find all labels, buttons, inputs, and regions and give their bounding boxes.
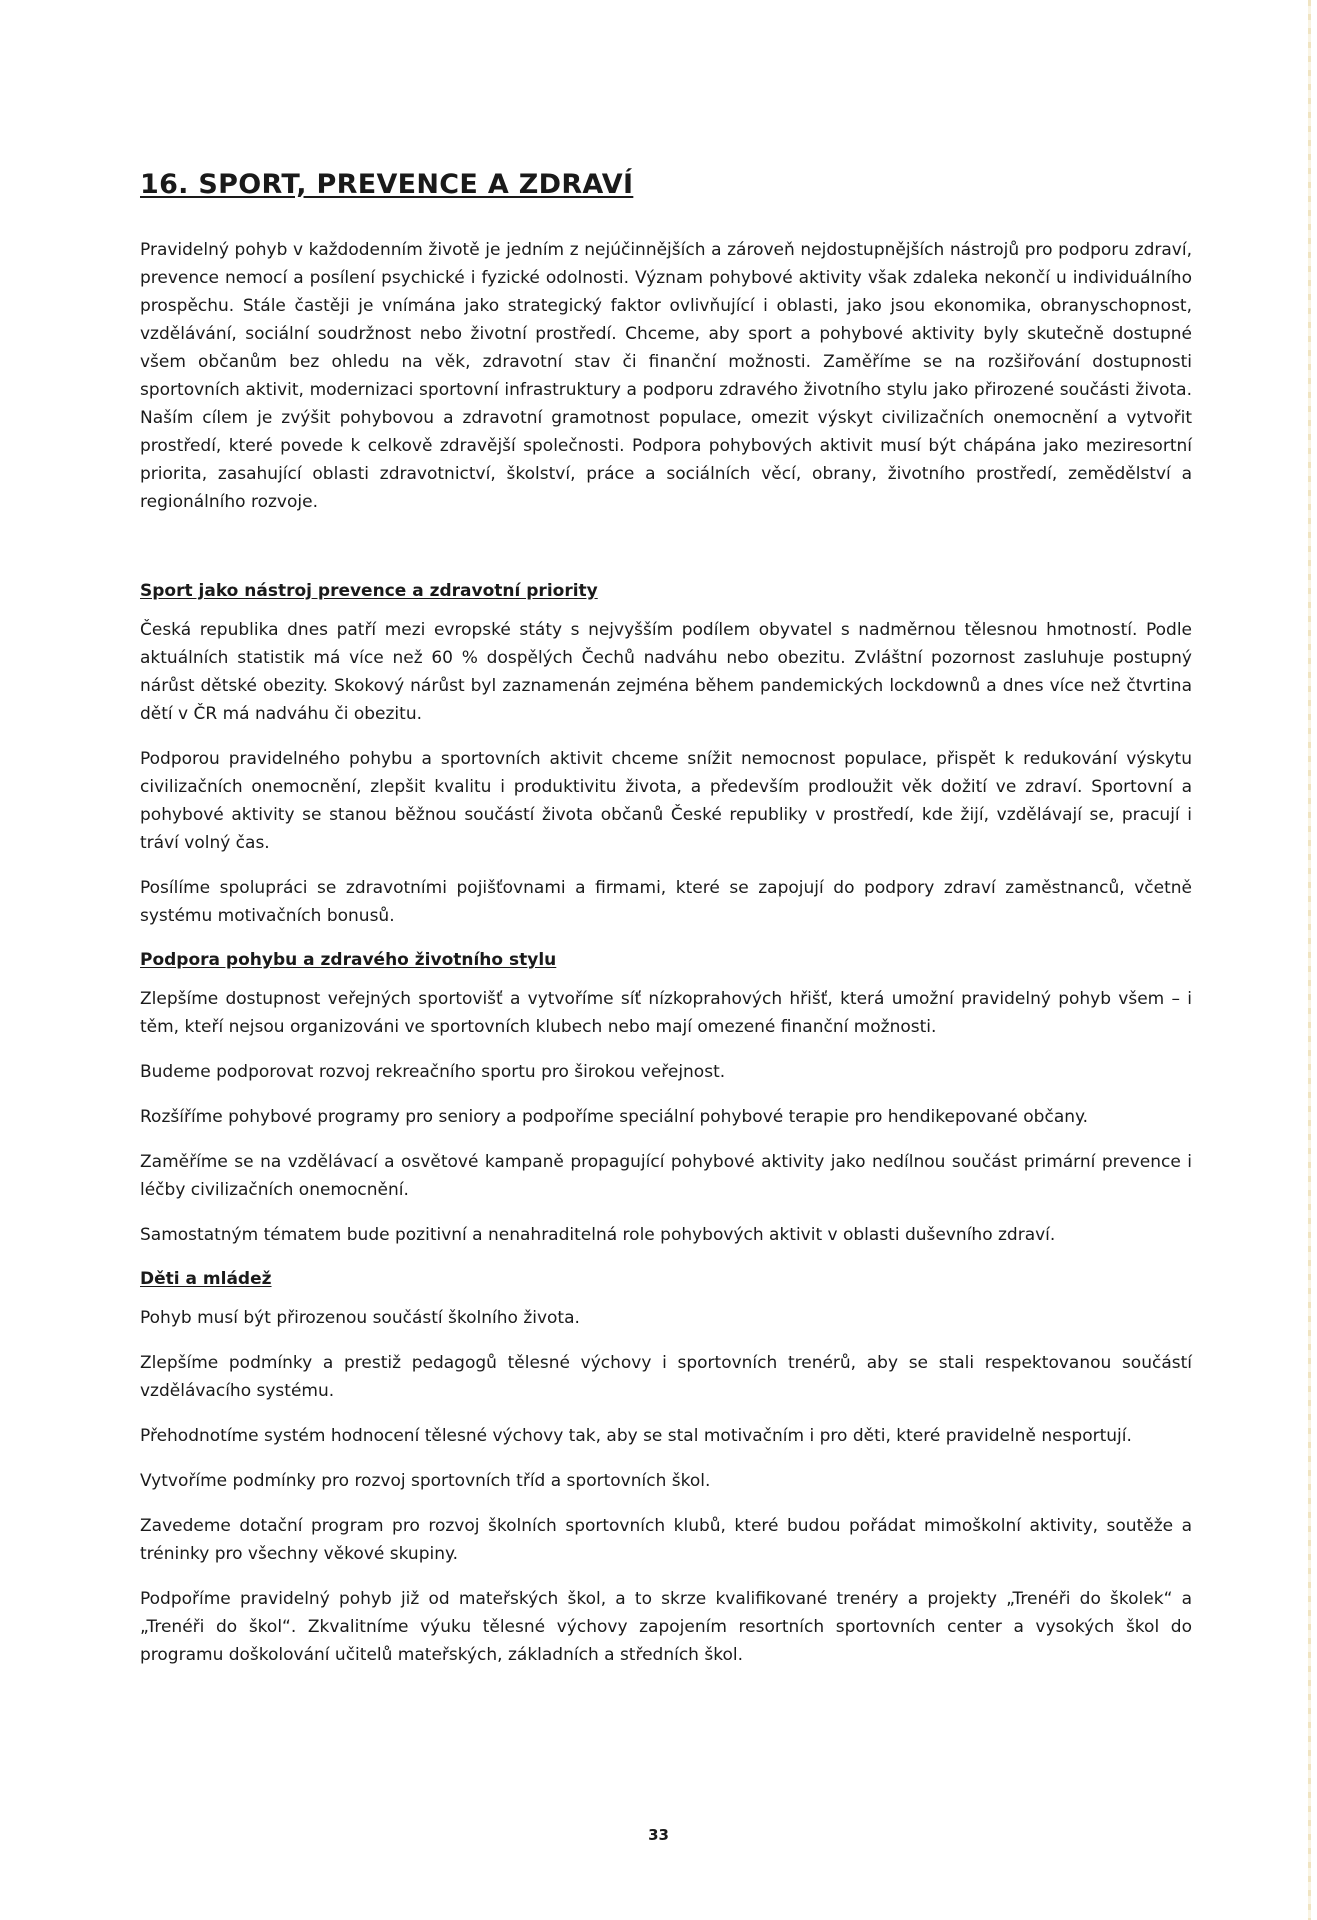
paragraph: Posílíme spolupráci se zdravotními pojišťovnami a firmami, které se zapojují do podpory zdraví zaměstnanců, včetně systému motivačních bonusů. — [140, 877, 1192, 926]
paragraph: Zlepšíme podmínky a prestiž pedagogů tělesné výchovy i sportovních trenérů, aby se stali respektovanou součástí vzdělávacího systému. — [140, 1352, 1192, 1401]
section-title: 16. SPORT, PREVENCE A ZDRAVÍ — [140, 169, 634, 200]
intro-paragraph: Pravidelný pohyb v každodenním životě je jedním z nejúčinnějších a zároveň nejdostupnějších nástrojů pro podporu zdraví, prevence nemocí a posílení psychické i fyzické odolnosti. Význam pohybové aktivity však zdaleka nekončí u individuálního prospěchu. Stále častěji je vnímána jako strategický faktor ovlivňující i oblasti, jako jsou ekonomika, obranyschopnost, vzdělávání, sociální soudržnost nebo životní prostředí. Chceme, aby sport a pohybové aktivity byly skutečně dostupné všem občanům bez ohledu na věk, zdravotní stav či finanční možnosti. Zaměříme se na rozšiřování dostupnosti sportovních aktivit, modernizaci sportovní infrastruktury a podporu zdravého životního stylu jako přirozené součásti života. Naším cílem je zvýšit pohybovou a zdravotní gramotnost populace, omezit výskyt civilizačních onemocnění a vytvořit prostředí, které povede k celkově zdravější společnosti. Podpora pohybových aktivit musí být chápána jako meziresortní priorita, zasahující oblasti zdravotnictví, školství, práce a sociálních věcí, obrany, životního prostředí, zemědělství a regionálního rozvoje. — [140, 239, 1192, 512]
paragraph: Rozšíříme pohybové programy pro seniory a podpoříme speciální pohybové terapie pro hendikepované občany. — [140, 1106, 1089, 1127]
paragraph: Zlepšíme dostupnost veřejných sportovišť a vytvoříme síť nízkoprahových hřišť, která umožní pravidelný pohyb všem – i těm, kteří nejsou organizováni ve sportovních klubech nebo mají omezené finanční možnosti. — [140, 988, 1192, 1037]
page-number: 33 — [648, 1826, 669, 1844]
page-content — [140, 168, 1192, 1686]
paragraph: Česká republika dnes patří mezi evropské státy s nejvyšším podílem obyvatel s nadměrnou tělesnou hmotností. Podle aktuálních statistik má více než 60 % dospělých Čechů nadváhu nebo obezitu. Zvláštní pozornost zasluhuje postupný nárůst dětské obezity. Skokový nárůst byl zaznamenán zejména během pandemických lockdownů a dnes více než čtvrtina dětí v ČR má nadváhu či obezitu. — [140, 619, 1192, 724]
paragraph: Budeme podporovat rozvoj rekreačního sportu pro širokou veřejnost. — [140, 1061, 726, 1082]
scan-edge-artifact — [1308, 0, 1311, 1920]
paragraph: Pohyb musí být přirozenou součástí školního života. — [140, 1307, 580, 1328]
subsection-heading-lifestyle: Podpora pohybu a zdravého životního stylu — [140, 949, 557, 970]
paragraph: Vytvoříme podmínky pro rozvoj sportovních tříd a sportovních škol. — [140, 1470, 711, 1491]
paragraph: Přehodnotíme systém hodnocení tělesné výchovy tak, aby se stal motivačním i pro děti, které pravidelně nesportují. — [140, 1425, 1132, 1446]
paragraph: Zaměříme se na vzdělávací a osvětové kampaně propagující pohybové aktivity jako nedílnou součást primární prevence i léčby civilizačních onemocnění. — [140, 1151, 1192, 1200]
subsection-heading-prevention: Sport jako nástroj prevence a zdravotní priority — [140, 580, 598, 601]
paragraph: Podporou pravidelného pohybu a sportovních aktivit chceme snížit nemocnost populace, přispět k redukování výskytu civilizačních onemocnění, zlepšit kvalitu i produktivitu života, a především prodloužit věk dožití ve zdraví. Sportovní a pohybové aktivity se stanou běžnou součástí života občanů České republiky v prostředí, kde žijí, vzdělávají se, pracují i tráví volný čas. — [140, 748, 1192, 853]
subsection-heading-youth: Děti a mládež — [140, 1268, 272, 1289]
paragraph: Zavedeme dotační program pro rozvoj školních sportovních klubů, které budou pořádat mimoškolní aktivity, soutěže a tréninky pro všechny věkové skupiny. — [140, 1515, 1192, 1564]
paragraph: Podpoříme pravidelný pohyb již od mateřských škol, a to skrze kvalifikované trenéry a projekty „Trenéři do školek“ a „Trenéři do škol“. Zkvalitníme výuku tělesné výchovy zapojením resortních sportovních center a vysokých škol do programu doškolování učitelů mateřských, základních a středních škol. — [140, 1588, 1192, 1665]
paragraph: Samostatným tématem bude pozitivní a nenahraditelná role pohybových aktivit v oblasti duševního zdraví. — [140, 1224, 1056, 1245]
